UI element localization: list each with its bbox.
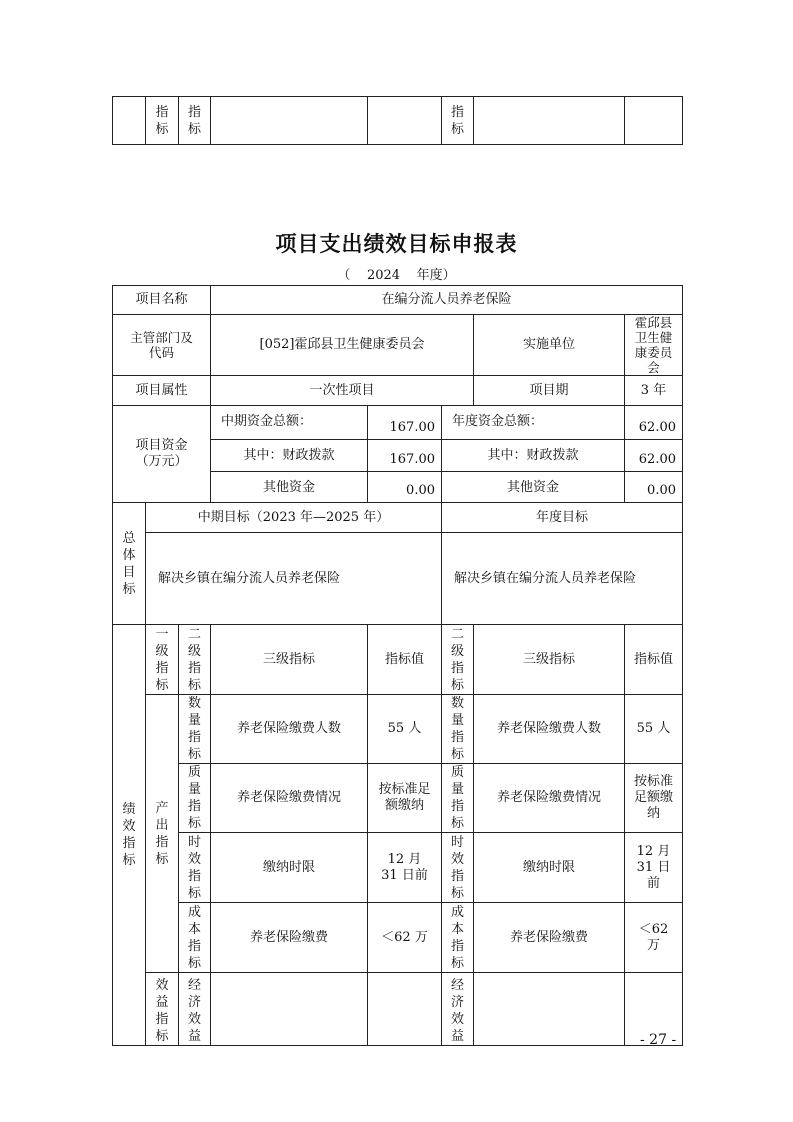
benefit-l2-right: 经济效益 (442, 973, 474, 1046)
row-l2: 数量指标 (179, 695, 211, 764)
period-label: 项目期 (474, 376, 625, 406)
fragment-cell (113, 97, 146, 145)
mid-fiscal-label-cell (211, 440, 368, 472)
fragment-cell (368, 97, 442, 145)
project-name-label: 项目名称 (113, 286, 211, 315)
row-l2-right: 时效指标 (442, 833, 474, 903)
project-name-value: 在编分流人员养老保险 (211, 286, 683, 315)
fragment-cell (211, 97, 368, 145)
header-level3: 三级指标 (211, 625, 368, 695)
header-value: 指标值 (368, 625, 442, 695)
row-l3-right: 养老保险缴费人数 (474, 695, 625, 764)
annual-fiscal-value: 62.00 (638, 452, 676, 467)
row-value-right: 12 月 31 日前 (625, 833, 683, 903)
impl-unit-value: 霍邱县卫生健康委员会 (625, 315, 683, 376)
row-value: ＜62 万 (368, 903, 442, 973)
annual-total-label: 年度资金总额： (452, 414, 544, 429)
row-value-right: 按标准足额缴纳 (625, 764, 683, 833)
header-level2-right: 二级指标 (442, 625, 474, 695)
annual-fiscal-label-cell (442, 440, 625, 472)
header-level3-right: 三级指标 (474, 625, 625, 695)
impl-unit-label: 实施单位 (474, 315, 625, 376)
year-line: （ 2024 年度） (337, 268, 456, 283)
mid-other-label: 其他资金 (262, 480, 315, 495)
row-l3-right: 养老保险缴费情况 (474, 764, 625, 833)
row-l3-right: 养老保险缴费 (474, 903, 625, 973)
row-l2-right: 成本指标 (442, 903, 474, 973)
row-l3: 缴纳时限 (211, 833, 368, 903)
row-l2: 质量指标 (179, 764, 211, 833)
output-indicator-label: 产出指标 (146, 695, 179, 973)
header-level2: 二级指标 (179, 625, 211, 695)
fragment-indicator-cell: 指标 (146, 97, 179, 145)
benefit-l2: 经济效益 (179, 973, 211, 1046)
mid-goal-header: 中期目标（2023 年—2025 年） (146, 503, 442, 533)
fragment-cell (474, 97, 625, 145)
mid-total-label-cell (211, 406, 368, 440)
previous-table-fragment (112, 96, 683, 145)
dept-value: [052]霍邱县卫生健康委员会 (211, 315, 474, 376)
row-l2-right: 质量指标 (442, 764, 474, 833)
header-value-right: 指标值 (625, 625, 683, 695)
attr-value: 一次性项目 (211, 376, 474, 406)
header-level1: 一级指标 (146, 625, 179, 695)
annual-fiscal-cell (625, 440, 683, 472)
mid-fiscal-value: 167.00 (389, 452, 435, 467)
mid-other-value: 0.00 (406, 483, 435, 498)
funds-label: 项目资金（万元） (113, 406, 211, 503)
annual-total-value: 62.00 (638, 420, 676, 435)
row-l3: 养老保险缴费情况 (211, 764, 368, 833)
annual-goal-text: 解决乡镇在编分流人员养老保险 (442, 533, 683, 625)
mid-total-cell (368, 406, 442, 440)
fragment-indicator-cell: 指标 (442, 97, 474, 145)
row-value-right: ＜62 万 (625, 903, 683, 973)
annual-other-cell (625, 472, 683, 503)
annual-other-label-cell (442, 472, 625, 503)
row-value-right: 55 人 (625, 695, 683, 764)
form-title: 项目支出绩效目标申报表 (275, 231, 518, 256)
annual-fiscal-label: 其中：财政拨款 (487, 448, 579, 463)
page-number: - 27 - (640, 1032, 677, 1048)
row-l3-right: 缴纳时限 (474, 833, 625, 903)
perf-indicator-label: 绩效指标 (113, 625, 146, 1046)
annual-other-value: 0.00 (647, 483, 676, 498)
annual-goal-header: 年度目标 (442, 503, 683, 533)
mid-goal-text: 解决乡镇在编分流人员养老保险 (146, 533, 442, 625)
annual-total-cell (625, 406, 683, 440)
mid-fiscal-cell (368, 440, 442, 472)
benefit-l3-right (474, 973, 625, 1046)
benefit-l3 (211, 973, 368, 1046)
row-value: 12 月 31 日前 (368, 833, 442, 903)
annual-total-label-cell (442, 406, 625, 440)
row-l2-right: 数量指标 (442, 695, 474, 764)
benefit-indicator-label: 效益指标 (146, 973, 179, 1046)
dept-label: 主管部门及代码 (113, 315, 211, 376)
mid-total-label: 中期资金总额： (221, 414, 313, 429)
mid-total-value: 167.00 (389, 420, 435, 435)
mid-other-cell (368, 472, 442, 503)
performance-target-table (112, 285, 683, 1046)
benefit-value (368, 973, 442, 1046)
fragment-cell (625, 97, 683, 145)
row-value: 按标准足额缴纳 (368, 764, 442, 833)
mid-fiscal-label: 其中：财政拨款 (243, 448, 335, 463)
row-l2: 时效指标 (179, 833, 211, 903)
mid-other-label-cell (211, 472, 368, 503)
overall-goal-label: 总体目标 (113, 503, 146, 625)
row-l3: 养老保险缴费 (211, 903, 368, 973)
row-l2: 成本指标 (179, 903, 211, 973)
row-value: 55 人 (368, 695, 442, 764)
fragment-indicator-cell: 指标 (179, 97, 211, 145)
period-value: 3 年 (625, 376, 683, 406)
row-l3: 养老保险缴费人数 (211, 695, 368, 764)
annual-other-label: 其他资金 (506, 480, 559, 495)
attr-label: 项目属性 (113, 376, 211, 406)
